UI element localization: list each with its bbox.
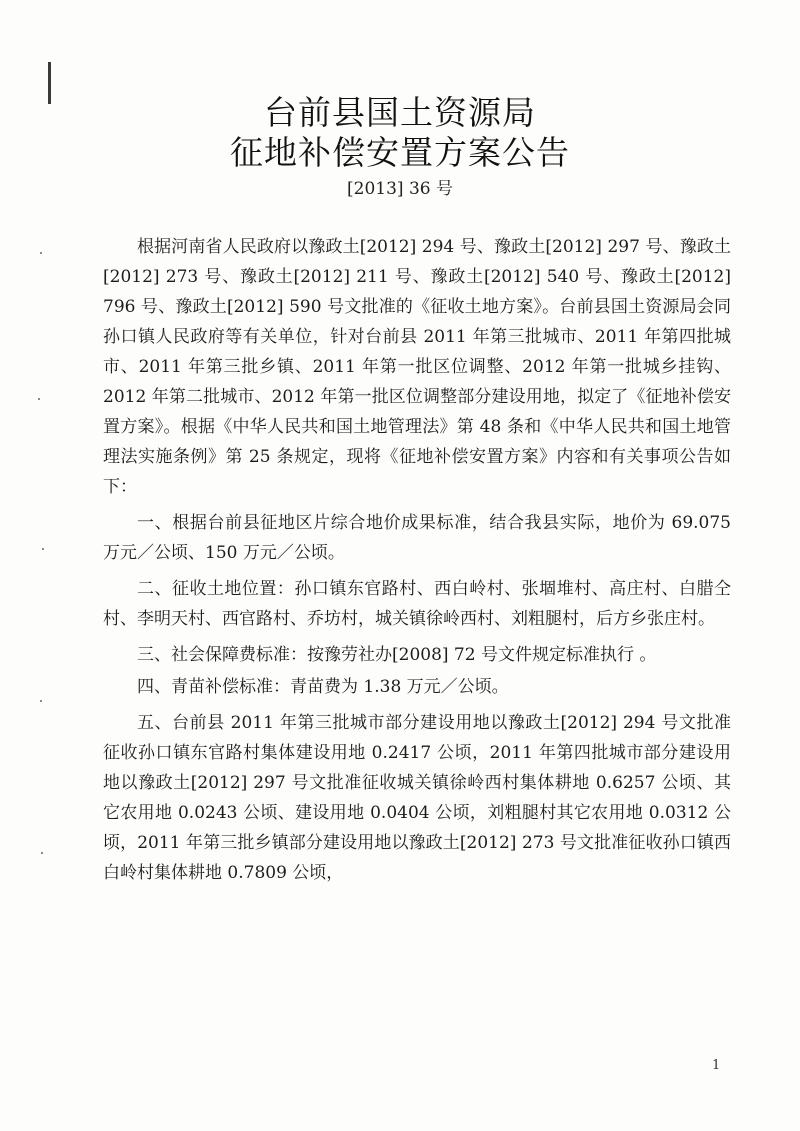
paragraph-location: 二、征收土地位置：孙口镇东官路村、西白岭村、张堌堆村、高庄村、白腊仝村、李明天村、西官路村、乔坊村，城关镇徐岭西村、刘粗腿村，后方乡张庄村。 xyxy=(103,579,731,629)
document-body xyxy=(103,232,731,894)
scan-dust-dot xyxy=(38,398,40,400)
paragraph-intro: 根据河南省人民政府以豫政土[2012] 294 号、豫政土[2012] 297 号、豫政土[2012] 273 号、豫政土[2012] 211 号、豫政土[2012] 540 号、豫政土[2012] 796 号、豫政土[2012] 590 号文批准的《征收土地方案》。台前县国土资源局会同孙口镇人民政府等有关单位，针对台前县 2011 年第三批城市、2011 年第四批城市、2011 年第三批乡镇、2011 年第一批区位调整、2012 年第一批城乡挂钩、2012 年第二批城市、2012 年第一批区位调整部分建设用地，拟定了《征地补偿安置方案》。根据《中华人民共和国土地管理法》第 48 条和《中华人民共和国土地管理法实施条例》第 25 条规定，现将《征地补偿安置方案》内容和有关事项公告如下： xyxy=(103,237,731,497)
document-title-line-1: 台前县国土资源局 xyxy=(264,93,536,132)
paragraph-crop-compensation: 四、青苗补偿标准：青苗费为 1.38 万元／公顷。 xyxy=(137,677,509,697)
scan-dust-dot xyxy=(40,700,42,702)
scan-dust-dot xyxy=(41,852,43,854)
paragraph-social-security: 三、社会保障费标准：按豫劳社办[2008] 72 号文件规定标准执行 。 xyxy=(137,645,657,665)
document-number: [2013] 36 号 xyxy=(347,179,453,199)
page-number: 1 xyxy=(712,1058,721,1073)
scan-dust-dot xyxy=(42,548,44,550)
paragraph-land-price: 一、根据台前县征地区片综合地价成果标准，结合我县实际，地价为 69.075 万元／公顷、150 万元／公顷。 xyxy=(103,513,731,563)
paragraph-land-details: 五、台前县 2011 年第三批城市部分建设用地以豫政土[2012] 294 号文批准征收孙口镇东官路村集体建设用地 0.2417 公顷，2011 年第四批城市部分建设用地以豫政土[2012] 297 号文批准征收城关镇徐岭西村集体耕地 0.6257 公顷、其它农用地 0.0243 公顷、建设用地 0.0404 公顷，刘粗腿村其它农用地 0.0312 公顷，2011 年第三批乡镇部分建设用地以豫政土[2012] 273 号文批准征收孙口镇西白岭村集体耕地 0.7809 公顷， xyxy=(103,713,731,883)
document-title-line-2: 征地补偿安置方案公告 xyxy=(230,133,570,172)
scan-dust-dot xyxy=(40,252,42,254)
